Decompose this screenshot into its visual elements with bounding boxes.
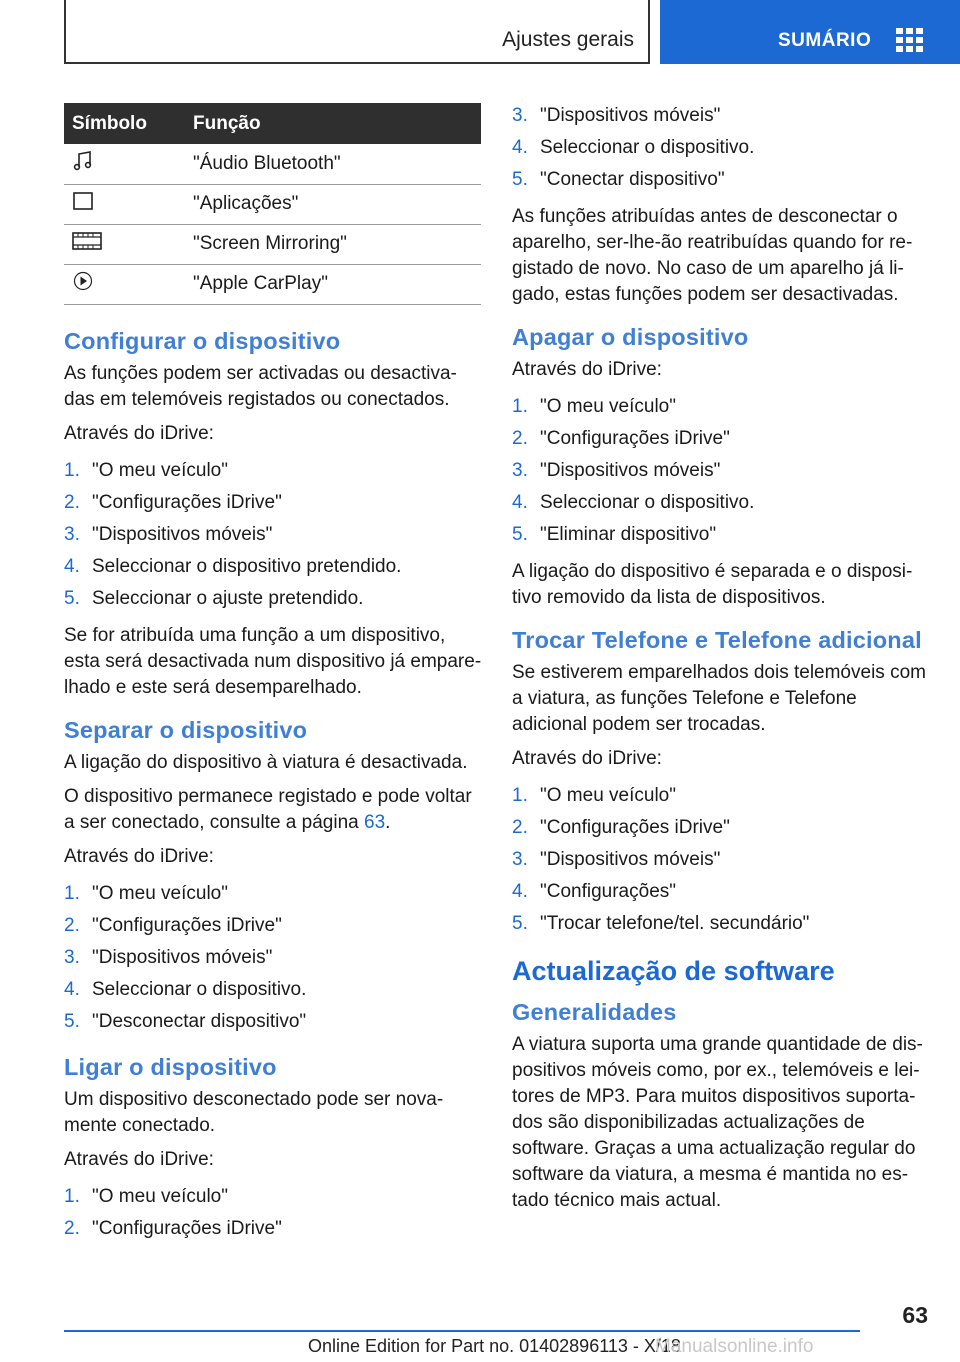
list-item: 4. Seleccionar o dispositivo. bbox=[512, 492, 755, 513]
paragraph: O dispositivo permanece registado e pode voltar a ser conectado, consulte a página 63. bbox=[64, 786, 472, 833]
list-item: 1. "O meu veículo" bbox=[64, 460, 228, 481]
steps-list bbox=[64, 455, 484, 615]
list-item: 3. "Dispositivos móveis" bbox=[512, 460, 721, 481]
paragraph: Se estiverem emparelhados dois telemóveis com a viatura, as funções Telefone e Telefone adicional podem ser trocadas. bbox=[512, 662, 926, 735]
paragraph: Um dispositivo desconectado pode ser nova‐mente conectado. bbox=[64, 1089, 444, 1136]
footer-edition: Online Edition for Part no. 01402896113 - X/18 bbox=[308, 1336, 681, 1356]
page-number: 63 bbox=[902, 1302, 928, 1328]
steps-list bbox=[64, 1181, 484, 1245]
list-item: 2. "Configurações iDrive" bbox=[64, 492, 282, 513]
heading-apagar: Apagar o dispositivo bbox=[512, 324, 749, 350]
heading-separar: Separar o dispositivo bbox=[64, 717, 308, 743]
right-column bbox=[512, 100, 932, 1222]
paragraph: Através do iDrive: bbox=[64, 846, 214, 867]
paragraph: Através do iDrive: bbox=[512, 748, 662, 769]
list-item: 1. "O meu veículo" bbox=[64, 883, 228, 904]
music-note-icon bbox=[72, 150, 94, 172]
paragraph: A ligação do dispositivo é separada e o disposi‐tivo removido da lista de dispositivos. bbox=[512, 561, 913, 608]
col-function-header: Função bbox=[193, 103, 481, 144]
steps-list bbox=[512, 100, 932, 196]
list-item: 3. "Dispositivos móveis" bbox=[512, 105, 721, 126]
paragraph: A viatura suporta uma grande quantidade de dis‐positivos móveis como, por ex., telemóveis e lei‐tores de MP3. Para muitos dispositivos suporta‐dos são disponibilizadas actualizações de software. Graças a uma actualização regular do software da viatura, a mesma é mantida no es‐tado técnico mais actual. bbox=[512, 1034, 923, 1211]
header-section-title: Ajustes gerais bbox=[502, 28, 634, 51]
list-item: 4. "Configurações" bbox=[512, 881, 677, 902]
table-row bbox=[64, 144, 481, 184]
steps-list bbox=[64, 878, 484, 1038]
heading-trocar: Trocar Telefone e Telefone adicional bbox=[512, 627, 922, 653]
paragraph: Através do iDrive: bbox=[512, 359, 662, 380]
list-item: 1. "O meu veículo" bbox=[512, 396, 676, 417]
footer-divider bbox=[64, 1330, 860, 1332]
table-row bbox=[64, 224, 481, 264]
function-cell: "Aplicações" bbox=[193, 184, 481, 224]
symbol-table bbox=[64, 103, 481, 305]
page-link[interactable]: 63 bbox=[364, 812, 386, 833]
list-item: 1. "O meu veículo" bbox=[512, 785, 676, 806]
steps-list bbox=[512, 780, 932, 940]
sumario-button[interactable] bbox=[660, 0, 960, 64]
table-header-row bbox=[64, 103, 481, 144]
function-cell: "Áudio Bluetooth" bbox=[193, 144, 481, 184]
list-item: 5. "Eliminar dispositivo" bbox=[512, 524, 717, 545]
list-item: 2. "Configurações iDrive" bbox=[512, 428, 730, 449]
list-item: 4. Seleccionar o dispositivo pretendido. bbox=[64, 556, 402, 577]
filmstrip-icon bbox=[72, 230, 102, 252]
list-item: 3. "Dispositivos móveis" bbox=[64, 947, 273, 968]
footer-watermark: Manualsonline.info bbox=[655, 1336, 814, 1357]
square-icon bbox=[72, 190, 94, 212]
paragraph: Se for atribuída uma função a um dispositivo, esta será desactivada num dispositivo já empare‐lhado e este será desemparelhado. bbox=[64, 625, 482, 698]
list-item: 2. "Configurações iDrive" bbox=[64, 915, 282, 936]
list-item: 5. Seleccionar o ajuste pretendido. bbox=[64, 588, 364, 609]
paragraph: As funções atribuídas antes de desconectar o aparelho, ser-lhe-ão reatribuídas quando for re‐gistado de novo. No caso de um aparelho já li‐gado, estas funções podem ser desactivadas. bbox=[512, 206, 913, 305]
paragraph: Através do iDrive: bbox=[64, 1149, 214, 1170]
heading-ligar: Ligar o dispositivo bbox=[64, 1054, 277, 1080]
list-item: 5. "Conectar dispositivo" bbox=[512, 169, 725, 190]
heading-generalidades: Generalidades bbox=[512, 999, 677, 1025]
list-item: 4. Seleccionar o dispositivo. bbox=[512, 137, 755, 158]
table-row bbox=[64, 184, 481, 224]
list-item: 1. "O meu veículo" bbox=[64, 1186, 228, 1207]
heading-actualizacao: Actualização de software bbox=[512, 956, 835, 986]
header-section-box bbox=[64, 0, 650, 64]
function-cell: "Screen Mirroring" bbox=[193, 224, 481, 264]
list-item: 4. Seleccionar o dispositivo. bbox=[64, 979, 307, 1000]
sumario-label: SUMÁRIO bbox=[778, 30, 872, 51]
play-circle-icon bbox=[72, 270, 94, 292]
list-item: 5. "Desconectar dispositivo" bbox=[64, 1011, 307, 1032]
table-row bbox=[64, 264, 481, 304]
list-item: 5. "Trocar telefone/tel. secundário" bbox=[512, 913, 810, 934]
steps-list bbox=[512, 391, 932, 551]
list-item: 3. "Dispositivos móveis" bbox=[512, 849, 721, 870]
grid-menu-icon bbox=[896, 28, 924, 52]
list-item: 2. "Configurações iDrive" bbox=[64, 1218, 282, 1239]
list-item: 3. "Dispositivos móveis" bbox=[64, 524, 273, 545]
left-column bbox=[64, 320, 484, 1253]
heading-configurar: Configurar o dispositivo bbox=[64, 328, 341, 354]
col-symbol-header: Símbolo bbox=[64, 103, 193, 144]
paragraph: Através do iDrive: bbox=[64, 423, 214, 444]
paragraph: As funções podem ser activadas ou desactiva‐das em telemóveis registados ou conectados. bbox=[64, 363, 457, 410]
function-cell: "Apple CarPlay" bbox=[193, 264, 481, 304]
paragraph: A ligação do dispositivo à viatura é desactivada. bbox=[64, 752, 468, 773]
list-item: 2. "Configurações iDrive" bbox=[512, 817, 730, 838]
